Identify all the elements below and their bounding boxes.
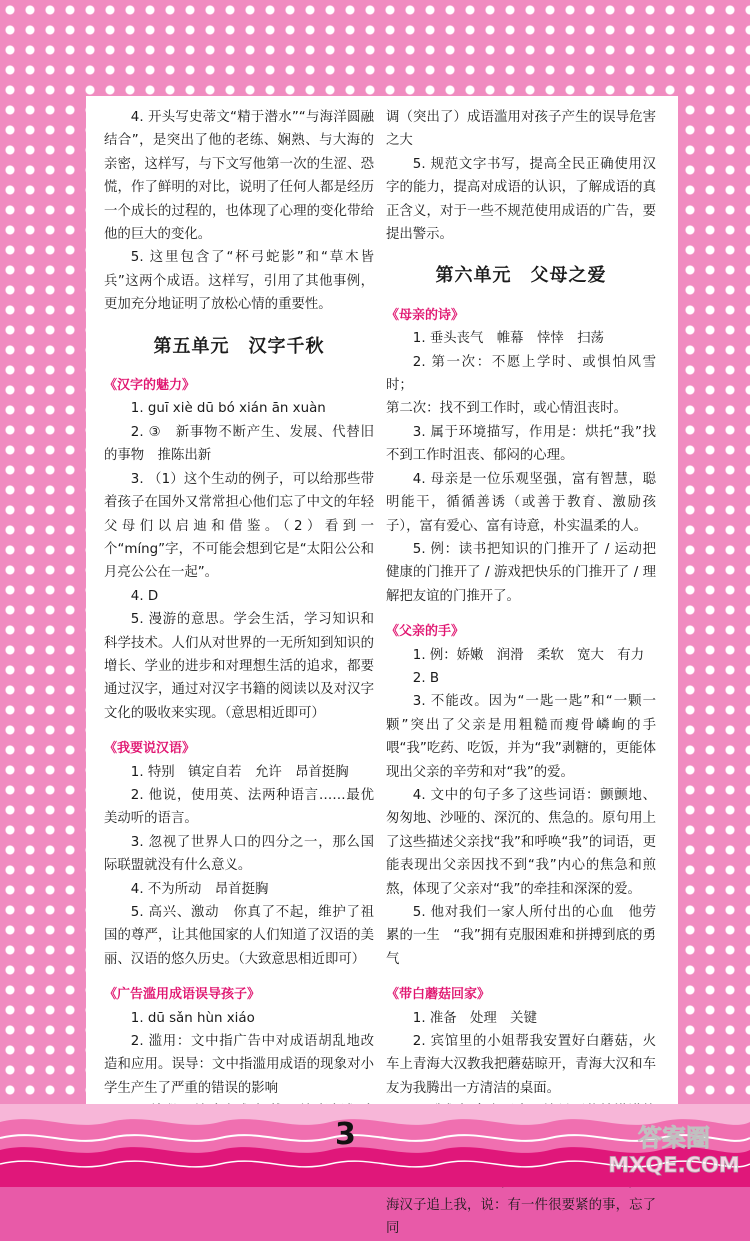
answer-paragraph: 4. 不为所动 昂首挺胸 xyxy=(130,881,269,897)
answer-paragraph: 1. dū sǎn hùn xiáo xyxy=(130,1010,255,1026)
answer-paragraph: 5. 高兴、激动 你真了不起，维护了祖国的尊严，让其他国家的人们知道了汉语的美丽、汉语的悠久历史。（大致意思相近即可） xyxy=(104,905,374,967)
answer-paragraph: 调（突出了）成语滥用对孩子产生的误导危害之大 xyxy=(386,110,656,149)
svg-text:MXQE.COM: MXQE.COM xyxy=(608,1153,740,1177)
answer-paragraph: 1. 准备 处理 关键 xyxy=(412,1010,537,1026)
answer-paragraph: 1. guī xiè dū bó xián ān xuàn xyxy=(130,401,326,417)
answer-paragraph: 2. 第一次：不愿上学时、或惧怕风雪时； xyxy=(386,354,656,394)
answer-paragraph: 2. B xyxy=(412,670,440,686)
section-title: 《父亲的手》 xyxy=(386,624,465,640)
answer-paragraph: 5. 例：读书把知识的门推开了 / 运动把健康的门推开了 / 游戏把快乐的门推开了 / 理解把友谊的门推开了。 xyxy=(386,541,656,604)
watermark-logo xyxy=(606,1118,742,1180)
right-column xyxy=(386,106,656,1241)
answer-paragraph: 3. 忽视了世界人口的四分之一，那么国际联盟就没有什么意义。 xyxy=(104,834,374,874)
answer-paragraph: 1. 垂头丧气 帷幕 悻悻 扫荡 xyxy=(412,331,604,347)
answer-paragraph: 4. 开头写史蒂文“精于潜水”“与海洋圆融结合”，是突出了他的老练、娴熟、与大海的亲密，这样写，与下文写他第一次的生涩、恐慌，作了鲜明的对比，说明了任何人都是经历一个成长的过程的，也体现了心理的变化带给他的巨大的变化。 xyxy=(104,110,374,243)
answer-paragraph: 2. ③ 新事物不断产生、发展、代替旧的事物 推陈出新 xyxy=(104,424,374,464)
answer-paragraph: 3. （1）这个生动的例子，可以给那些带着孩子在国外又常常担心他们忘了中文的年轻父母们以启迪和借鉴。（2）看到一个“míng”字，不可能会想到它是“太阳公公和月亮公公在一起”。 xyxy=(104,471,374,581)
answer-paragraph: 海汉子追上我，说：有一件很要紧的事，忘了同 xyxy=(386,1197,656,1237)
left-column xyxy=(104,106,374,1194)
answer-paragraph: 4. D xyxy=(130,588,159,604)
answer-paragraph: 4. 母亲是一位乐观坚强，富有智慧，聪明能干，循循善诱（或善于教育、激励孩子），富有爱心、富有诗意，朴实温柔的人。 xyxy=(386,471,656,534)
page-number: 3 xyxy=(335,1117,356,1152)
answer-paragraph: 5. 他对我们一家人所付出的心血 他劳累的一生 “我”拥有克服困难和拼搏到底的勇气 xyxy=(386,905,656,967)
answer-paragraph: 3. 属于环境描写，作用是：烘托“我”找不到工作时沮丧、郁闷的心理。 xyxy=(386,424,656,464)
svg-text:答案圈: 答案圈 xyxy=(638,1124,710,1152)
unit-heading: 第六单元 父母之爱 xyxy=(435,265,607,287)
section-title: 《带白蘑菇回家》 xyxy=(386,987,491,1003)
answer-paragraph: 1. 例：娇嫩 润滑 柔软 宽大 有力 xyxy=(412,647,645,663)
section-title: 《母亲的诗》 xyxy=(386,307,465,323)
section-title: 《汉字的魅力》 xyxy=(104,378,196,394)
answer-paragraph: 5. 这里包含了“杯弓蛇影”和“草木皆兵”这两个成语。这样写，引用了其他事例，更加充分地证明了放松心情的重要性。 xyxy=(104,250,374,313)
section-title: 《我要说汉语》 xyxy=(104,741,196,757)
answer-paragraph: 3. 不能改。因为“一匙一匙”和“一颗一颗”突出了父亲是用粗糙而瘦骨嶙峋的手喂“我”吃药、吃饭，并为“我”剥糖的，更能体现出父亲的辛劳和对“我”的爱。 xyxy=(386,694,656,780)
answer-paragraph: 2. 他说，使用英、法两种语言……最优美动听的语言。 xyxy=(104,787,374,827)
answer-paragraph: 5. 漫游的意思。学会生活，学习知识和科学技术。人们从对世界的一无所知到知识的增长、学业的进步和对理想生活的追求，都要通过汉字，通过对汉字书籍的阅读以及对汉字文化的吸收来实现。（意思相近即可） xyxy=(104,612,374,721)
answer-paragraph: 1. 特别 镇定自若 允许 昂首挺胸 xyxy=(130,764,349,780)
answer-paragraph: 2. 宾馆里的小姐帮我安置好白蘑菇，火车上青海大汉教我把蘑菇晾开，青海大汉和车友为我腾出一方清洁的桌面。 xyxy=(386,1034,656,1096)
section-title: 《广告滥用成语误导孩子》 xyxy=(104,987,261,1003)
unit-heading: 第五单元 汉字千秋 xyxy=(153,335,325,357)
answer-paragraph: 2. 滥用：文中指广告中对成语胡乱地改造和应用。误导：文中指滥用成语的现象对小学生产生了严重的错误的影响 xyxy=(104,1034,374,1096)
answer-paragraph: 5. 规范文字书写，提高全民正确使用汉字的能力，提高对成语的认识，了解成语的真正含义，对于一些不规范使用成语的广告，要提出警示。 xyxy=(386,156,656,243)
answer-paragraph: 第二次：找不到工作时，或心情沮丧时。 xyxy=(386,401,628,417)
answer-paragraph: 4. 文中的句子多了这些词语：颤颤地、匆匆地、沙哑的、深沉的、焦急的。原句用上了这些描述父亲找“我”和呼唤“我”的词语，更能表现出父亲因找不到“我”内心的焦急和煎熬，体现了父亲对“我”的牵挂和深深的爱。 xyxy=(386,787,656,897)
